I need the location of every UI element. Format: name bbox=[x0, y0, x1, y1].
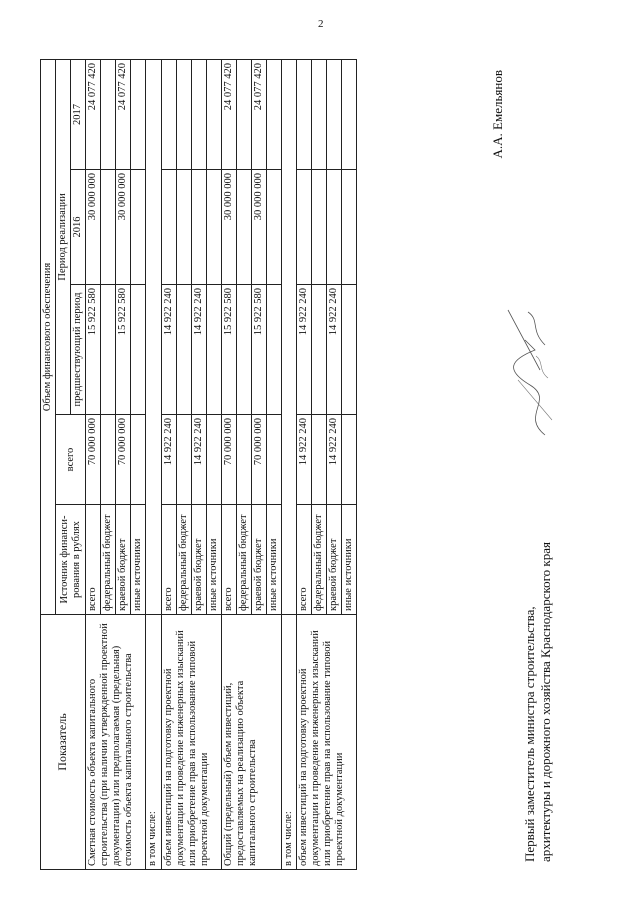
year-2016-cell bbox=[312, 170, 327, 285]
funding-source-cell: краевой бюджет bbox=[116, 505, 131, 615]
year-2017-cell bbox=[191, 59, 206, 169]
year-2016-cell bbox=[236, 170, 251, 285]
funding-source-cell: федеральный бюджет bbox=[176, 505, 191, 615]
indicator-cell: Общий (предельный) объем инвестиций, предоставляемых на реализацию объекта капитального строительства bbox=[221, 615, 281, 870]
indicator-cell: в том числе: bbox=[282, 615, 297, 870]
table-row bbox=[282, 59, 297, 869]
total-cell: 70 000 000 bbox=[86, 415, 101, 505]
funding-source-cell: федеральный бюджет bbox=[236, 505, 251, 615]
total-cell: 14 922 240 bbox=[191, 415, 206, 505]
total-cell: 14 922 240 bbox=[297, 415, 312, 505]
handwritten-signature bbox=[500, 300, 560, 440]
header-indicator: Показатель bbox=[41, 615, 86, 870]
previous-period-cell bbox=[312, 285, 327, 415]
funding-source-cell: всего bbox=[161, 505, 176, 615]
previous-period-cell bbox=[266, 285, 281, 415]
total-cell bbox=[342, 415, 357, 505]
funding-source-cell: федеральный бюджет bbox=[312, 505, 327, 615]
signer-name: А.А. Емельянов bbox=[490, 70, 505, 159]
year-2016-cell bbox=[297, 170, 312, 285]
signer-title-line-2: архитектуры и дорожного хозяйства Краснодарского края bbox=[538, 542, 554, 862]
year-2017-cell bbox=[297, 59, 312, 169]
total-cell: 14 922 240 bbox=[161, 415, 176, 505]
year-2016-cell bbox=[327, 170, 342, 285]
year-2017-cell bbox=[312, 59, 327, 169]
funding-source-cell: федеральный бюджет bbox=[101, 505, 116, 615]
year-2017-cell bbox=[176, 59, 191, 169]
total-cell bbox=[131, 415, 146, 505]
year-2017-cell bbox=[236, 59, 251, 169]
indicator-cell: объем инвестиций на подготовку проектной документации и проведение инженерных изысканий или приобретение прав на использование типовой проектной документации bbox=[161, 615, 221, 870]
year-2017-cell bbox=[161, 59, 176, 169]
year-2016-cell bbox=[131, 170, 146, 285]
rotated-page-content bbox=[40, 60, 600, 870]
total-cell bbox=[312, 415, 327, 505]
year-2017-cell bbox=[327, 59, 342, 169]
year-2016-cell: 30 000 000 bbox=[116, 170, 131, 285]
indicator-cell: объем инвестиций на подготовку проектной документации и проведение инженерных изысканий или приобретение прав на использование типовой проектной документации bbox=[297, 615, 357, 870]
header-year-2017: 2017 bbox=[71, 59, 86, 169]
signer-title bbox=[522, 542, 555, 862]
funding-source-cell: краевой бюджет bbox=[191, 505, 206, 615]
year-2017-cell bbox=[342, 59, 357, 169]
funding-source-cell: краевой бюджет bbox=[251, 505, 266, 615]
header-previous-period: предшествующий период bbox=[71, 285, 86, 415]
funding-source-cell: иные источники bbox=[206, 505, 221, 615]
funding-source-cell: иные источники bbox=[266, 505, 281, 615]
empty-cell bbox=[146, 59, 161, 614]
previous-period-cell: 15 922 580 bbox=[86, 285, 101, 415]
funding-source-cell: всего bbox=[297, 505, 312, 615]
table-row bbox=[297, 59, 312, 869]
funding-source-cell: всего bbox=[221, 505, 236, 615]
year-2016-cell bbox=[191, 170, 206, 285]
indicator-cell: в том числе: bbox=[146, 615, 161, 870]
empty-cell bbox=[282, 59, 297, 614]
total-cell bbox=[206, 415, 221, 505]
funding-source-cell: иные источники bbox=[342, 505, 357, 615]
previous-period-cell: 15 922 580 bbox=[251, 285, 266, 415]
page-number: 2 bbox=[318, 18, 324, 30]
year-2017-cell bbox=[101, 59, 116, 169]
year-2016-cell bbox=[266, 170, 281, 285]
previous-period-cell: 15 922 580 bbox=[116, 285, 131, 415]
table-row bbox=[146, 59, 161, 869]
year-2017-cell bbox=[206, 59, 221, 169]
total-cell bbox=[266, 415, 281, 505]
previous-period-cell: 14 922 240 bbox=[191, 285, 206, 415]
header-funding-volume: Объем финансового обеспечения bbox=[41, 59, 56, 614]
total-cell: 70 000 000 bbox=[116, 415, 131, 505]
total-cell: 70 000 000 bbox=[251, 415, 266, 505]
previous-period-cell: 15 922 580 bbox=[221, 285, 236, 415]
total-cell bbox=[176, 415, 191, 505]
year-2016-cell: 30 000 000 bbox=[221, 170, 236, 285]
previous-period-cell: 14 922 240 bbox=[161, 285, 176, 415]
year-2016-cell bbox=[161, 170, 176, 285]
header-funding-source: Источник финанси-рования в рублях bbox=[56, 505, 86, 615]
year-2017-cell: 24 077 420 bbox=[116, 59, 131, 169]
funding-source-cell: всего bbox=[86, 505, 101, 615]
financing-table-body bbox=[86, 59, 357, 869]
previous-period-cell bbox=[176, 285, 191, 415]
financing-table bbox=[40, 59, 357, 870]
previous-period-cell bbox=[131, 285, 146, 415]
year-2017-cell: 24 077 420 bbox=[86, 59, 101, 169]
year-2017-cell: 24 077 420 bbox=[221, 59, 236, 169]
total-cell: 70 000 000 bbox=[221, 415, 236, 505]
table-row bbox=[221, 59, 236, 869]
funding-source-cell: краевой бюджет bbox=[327, 505, 342, 615]
previous-period-cell: 14 922 240 bbox=[297, 285, 312, 415]
signer-title-line-1: Первый заместитель министра строительства, bbox=[522, 606, 537, 862]
year-2016-cell bbox=[176, 170, 191, 285]
year-2016-cell: 30 000 000 bbox=[86, 170, 101, 285]
header-period: Период реализации bbox=[56, 59, 71, 414]
funding-source-cell: иные источники bbox=[131, 505, 146, 615]
indicator-cell: Сметная стоимость объекта капитального строительства (при наличии утвержденной проектной документации) или предполагаемая (предельная) стоимость объекта капитального строительства bbox=[86, 615, 146, 870]
year-2016-cell bbox=[101, 170, 116, 285]
total-cell bbox=[236, 415, 251, 505]
total-cell bbox=[101, 415, 116, 505]
previous-period-cell bbox=[206, 285, 221, 415]
header-row-1 bbox=[41, 59, 56, 869]
previous-period-cell bbox=[236, 285, 251, 415]
previous-period-cell bbox=[101, 285, 116, 415]
table-row bbox=[86, 59, 101, 869]
header-total: всего bbox=[56, 415, 86, 505]
year-2017-cell: 24 077 420 bbox=[251, 59, 266, 169]
previous-period-cell bbox=[342, 285, 357, 415]
total-cell: 14 922 240 bbox=[327, 415, 342, 505]
year-2017-cell bbox=[266, 59, 281, 169]
year-2017-cell bbox=[131, 59, 146, 169]
year-2016-cell bbox=[342, 170, 357, 285]
financing-table-wrapper bbox=[40, 60, 440, 870]
year-2016-cell: 30 000 000 bbox=[251, 170, 266, 285]
previous-period-cell: 14 922 240 bbox=[327, 285, 342, 415]
signature-block bbox=[460, 60, 580, 870]
table-row bbox=[161, 59, 176, 869]
year-2016-cell bbox=[206, 170, 221, 285]
header-year-2016: 2016 bbox=[71, 170, 86, 285]
